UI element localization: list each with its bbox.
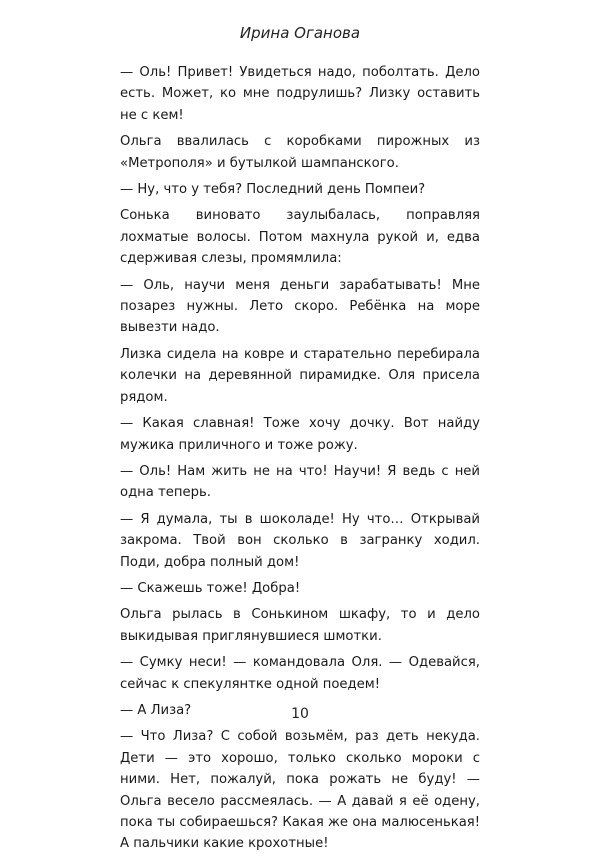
- paragraph: — Оль, научи меня деньги зарабатывать! Мне позарез нужны. Лето скоро. Ребёнка на море вывезти надо.: [120, 277, 480, 336]
- paragraph: — Ну, что у тебя? Последний день Помпеи?: [120, 182, 426, 198]
- paragraph: — А Лиза?: [120, 702, 192, 718]
- paragraph: — Что Лиза? С собой возьмём, раз деть некуда. Дети — это хорошо, только сколько мороки с ними. Нет, пожалуй, пока рожать не буду! — Ольга весело рассмеялась. — А давай я её одену, пока ты собираешься? Какая же она малюсенькая! А пальчики какие крохотные!: [120, 729, 480, 852]
- paragraph: — Сумку неси! — командовала Оля. — Одевайся, сейчас к спекулянтке одной поедем!: [120, 655, 480, 692]
- paragraph: Лизка сидела на ковре и старательно перебирала колечки на деревянной пирамидке. Оля присела рядом.: [120, 346, 480, 405]
- page-number: 10: [291, 706, 309, 722]
- paragraph: — Оль! Нам жить не на что! Научи! Я ведь с ней одна теперь.: [120, 463, 480, 501]
- paragraph: Ольга ввалилась с коробками пирожных из «Метрополя» и бутылкой шампанского.: [120, 134, 480, 171]
- paragraph: — Я думала, ты в шоколаде! Ну что… Открывай закрома. Твой вон сколько в загранку ходил. Поди, добра полный дом!: [120, 511, 480, 570]
- paragraph: — Скажешь тоже! Добра!: [120, 580, 301, 596]
- running-title: Ирина Оганова: [239, 24, 361, 42]
- paragraph: Ольга рылась в Сонькином шкафу, то и дело выкидывая приглянувшиеся шмотки.: [120, 607, 480, 644]
- paragraph: — Оль! Привет! Увидеться надо, поболтать. Дело есть. Может, ко мне подрулишь? Лизку оставить не с кем!: [120, 65, 480, 123]
- body-text: [120, 62, 480, 860]
- paragraph: Сонька виновато заулыбалась, поправляя лохматые волосы. Потом махнула рукой и, едва сдерживая слезы, промямлила:: [120, 208, 480, 267]
- paragraph: — Какая славная! Тоже хочу дочку. Вот найду мужика приличного и тоже рожу.: [120, 416, 480, 453]
